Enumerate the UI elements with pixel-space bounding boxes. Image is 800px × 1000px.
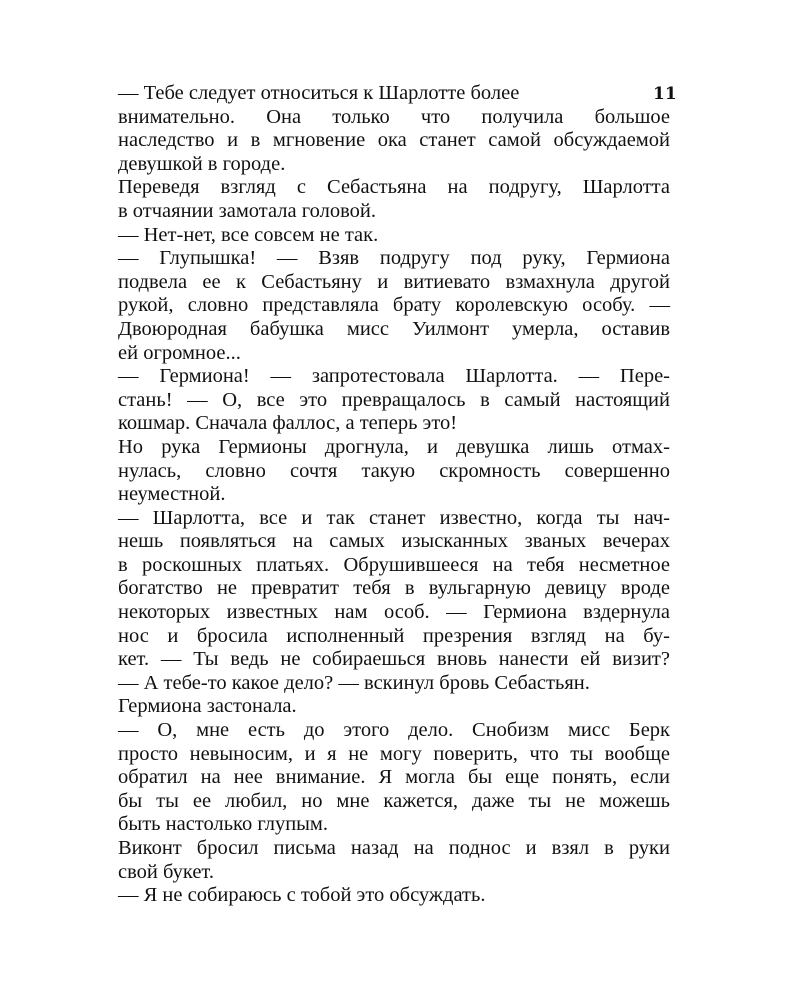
text-line: неуместной. (118, 483, 226, 506)
text-line: богатство не превратит тебя в вульгарную девицу вроде (118, 577, 670, 600)
text-line: некоторых известных нам особ. — Гермиона вздернула (118, 601, 670, 624)
text-line: в отчаянии замотала головой. (118, 199, 376, 222)
text-line: в роскошных платьях. Обрушившееся на тебя несметное (118, 553, 670, 576)
text-line: — Я не собираюсь с тобой это обсуждать. (118, 884, 486, 907)
text-line: стань! — О, все это превращалось в самый настоящий (118, 388, 670, 411)
text-line: просто невыносим, и я не могу поверить, что ты вообще (118, 742, 670, 765)
body-text (118, 82, 670, 908)
text-line: Но рука Гермионы дрогнула, и девушка лишь отмах- (118, 435, 670, 458)
text-line: кет. — Ты ведь не собираешься вновь нанести ей визит? (118, 648, 670, 671)
text-line: свой букет. (118, 860, 214, 883)
text-line: наследство и в мгновение ока станет самой обсуждаемой (118, 129, 670, 152)
text-line: — Гермиона! — запротестовала Шарлотта. — Пере- (118, 365, 670, 388)
text-line: Гермиона застонала. (118, 695, 297, 718)
text-line: — Шарлотта, все и так станет известно, когда ты нач- (118, 506, 670, 529)
text-line: бы ты ее любил, но мне кажется, даже ты не можешь (118, 789, 670, 812)
text-line: обратил на нее внимание. Я могла бы еще понять, если (118, 766, 670, 789)
text-line: внимательно. Она только что получила большое (118, 105, 670, 128)
text-line: нулась, словно сочтя такую скромность совершенно (118, 459, 670, 482)
text-line: — Тебе следует относиться к Шарлотте более (118, 82, 520, 104)
text-line: — О, мне есть до этого дело. Снобизм мисс Берк (118, 719, 670, 742)
text-line: подвела ее к Себастьяну и витиевато взмахнула другой (118, 270, 670, 293)
text-line: нос и бросила исполненный презрения взгляд на бу- (118, 624, 670, 647)
text-line: рукой, словно представляла брату королевскую особу. — (118, 294, 670, 317)
text-line: — А тебе-то какое дело? — вскинул бровь Себастьян. (118, 671, 590, 694)
text-line: нешь появляться на самых изысканных званых вечерах (118, 530, 670, 553)
page-number: 11 (653, 84, 677, 104)
text-line: ей огромное... (118, 341, 241, 364)
text-line: Двоюродная бабушка мисс Уилмонт умерла, оставив (118, 317, 670, 340)
text-line: — Нет-нет, все совсем не так. (118, 223, 379, 246)
text-line: Переведя взгляд с Себастьяна на подругу, Шарлотта (118, 176, 670, 199)
text-line: Виконт бросил письма назад на поднос и взял в руки (118, 837, 670, 859)
text-line: кошмар. Сначала фаллос, а теперь это! (118, 412, 458, 435)
text-line: девушкой в городе. (118, 152, 286, 175)
text-line: — Глупышка! — Взяв подругу под руку, Гермиона (118, 247, 670, 270)
text-line: быть настолько глупым. (118, 813, 329, 836)
